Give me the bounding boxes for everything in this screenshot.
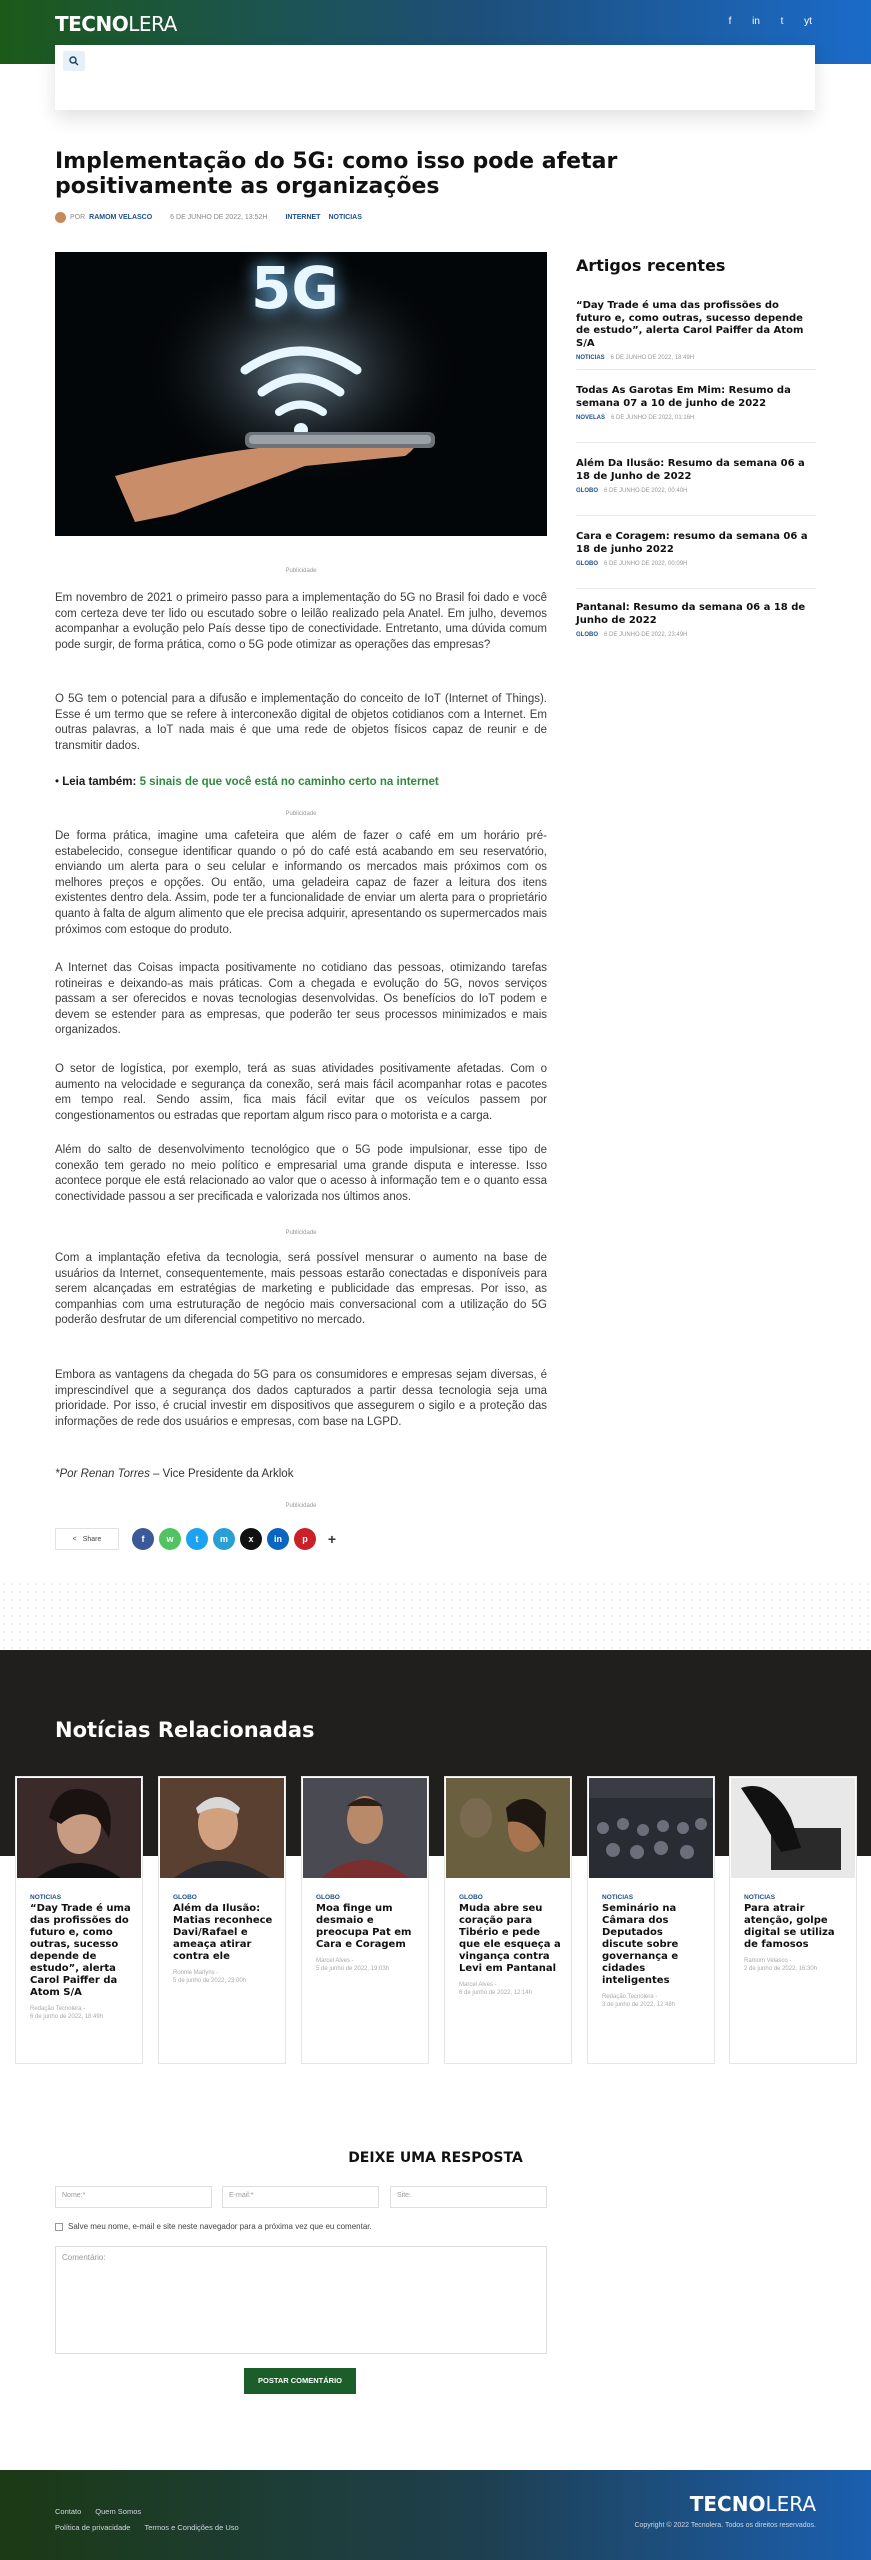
recent-article-cat[interactable]: NOTICIAS <box>576 355 605 361</box>
hero-5g-text: 5G <box>251 254 339 322</box>
recent-article-date: 6 DE JUNHO DE 2022, 01:16H <box>611 415 695 421</box>
recent-article[interactable] <box>576 458 816 494</box>
related-card-title[interactable]: “Day Trade é uma das profissões do futuro e, como outras, sucesso depende de estudo”, alerta Carol Paiffer da Atom S/A <box>30 1903 131 1998</box>
related-card-author <box>316 1957 420 1973</box>
meta-por: POR <box>70 213 86 221</box>
dotted-separator <box>0 1580 871 1650</box>
recent-article-title[interactable]: Pantanal: Resumo da semana 06 a 18 de Junho de 2022 <box>576 602 806 626</box>
signature-name: *Por Renan Torres <box>55 1468 150 1480</box>
x-share-icon[interactable]: x <box>240 1528 262 1550</box>
sidebar-title: Artigos recentes <box>576 256 726 275</box>
save-info-checkbox[interactable] <box>55 2223 63 2231</box>
related-card-image[interactable] <box>303 1778 427 1878</box>
related-card[interactable] <box>15 1776 143 2064</box>
related-card-title[interactable]: Seminário na Câmara dos Deputados discute sobre governança e cidades inteligentes <box>602 1903 679 1986</box>
ad-label: Publicidade <box>285 811 317 817</box>
related-card-image[interactable] <box>17 1778 141 1878</box>
linkedin-icon[interactable]: in <box>752 16 760 27</box>
recent-article-date: 6 DE JUNHO DE 2022, 00:40H <box>604 488 688 494</box>
category-internet[interactable]: INTERNET <box>285 213 321 221</box>
facebook-icon[interactable]: f <box>728 16 732 27</box>
card-date: 5 de junho de 2022, 19:03h <box>316 1966 390 1972</box>
related-card-category[interactable]: GLOBO <box>316 1894 340 1901</box>
related-card-image[interactable] <box>731 1778 855 1878</box>
article-paragraph: Em novembro de 2021 o primeiro passo para a implementação do 5G no Brasil foi dado e você com certeza deve ter lido ou escutado sobre o leilão realizado pela Anatel. Em julho, devemos acompanhar a evolução pelo País desse tipo de conectividade. Entretanto, uma dúvida comum pode surgir, de forma prática, como o 5G pode otimizar as operações das empresas? <box>55 592 547 651</box>
related-card-title-box <box>30 1903 134 2021</box>
messenger-share-icon[interactable]: m <box>213 1528 235 1550</box>
share-bar <box>55 1527 343 1551</box>
recent-article[interactable] <box>576 602 816 638</box>
ad-label: Publicidade <box>285 1503 317 1509</box>
card-author: Marcel Alves - <box>459 1982 497 1988</box>
recent-article[interactable] <box>576 531 816 567</box>
related-card[interactable] <box>158 1776 286 2064</box>
article-meta <box>55 210 362 224</box>
recent-article-meta <box>576 561 816 567</box>
related-card[interactable] <box>301 1776 429 2064</box>
recent-article-title[interactable]: Além Da Ilusão: Resumo da semana 06 a 18 de Junho de 2022 <box>576 458 805 482</box>
share-icon: < <box>72 1535 77 1543</box>
recent-article-cat[interactable]: GLOBO <box>576 632 598 638</box>
recent-article-date: 6 DE JUNHO DE 2022, 23:49H <box>604 632 688 638</box>
site-logo[interactable]: TECNOLERA <box>55 12 177 36</box>
email-field[interactable]: E-mail:* <box>222 2186 379 2208</box>
related-card-category[interactable]: NOTICIAS <box>602 1894 634 1901</box>
recent-article-date: 6 DE JUNHO DE 2022, 00:09H <box>604 561 688 567</box>
pinterest-share-icon[interactable]: p <box>294 1528 316 1550</box>
category-noticias[interactable]: NOTICIAS <box>328 213 362 221</box>
article-paragraph: O 5G tem o potencial para a difusão e implementação do conceito de IoT (Internet of Things). Esse é um termo que se refere à interconexão digital de objetos cotidianos com a Internet. Em outras palavras, a IoT nada mais é que uma rede de objetos físicos capaz de reunir e de transmitir dados. <box>55 693 547 752</box>
recent-article-meta <box>576 415 816 421</box>
search-icon[interactable] <box>63 51 85 71</box>
nav-search-bar <box>55 45 815 110</box>
facebook-share-icon[interactable]: f <box>132 1528 154 1550</box>
related-card[interactable] <box>444 1776 572 2064</box>
name-field[interactable]: Nome:* <box>55 2186 212 2208</box>
recent-article-title[interactable]: Cara e Coragem: resumo da semana 06 a 18 de junho 2022 <box>576 531 808 555</box>
footer-link-termos[interactable]: Termos e Condições de Uso <box>144 2523 239 2532</box>
save-info-checkbox-row <box>55 2222 372 2231</box>
article-paragraph: A Internet das Coisas impacta positivamente no cotidiano das pessoas, otimizando tarefas rotineiras e deixando-as mais práticas. Com a chegada e evolução do 5G, novos serviços passam a ser oferecidos e novas tecnologias desenvolvidas. Os benefícios do IoT podem e devem se estender para as empresas, que poderão ter seus processos minimizados e mais organizados. <box>55 962 547 1037</box>
site-field[interactable]: Site: <box>390 2186 547 2208</box>
card-date: 5 de junho de 2022, 23:00h <box>173 1978 247 1984</box>
related-card-title[interactable]: Para atrair atenção, golpe digital se utiliza de famosos <box>744 1903 835 1950</box>
related-card-title[interactable]: Muda abre seu coração para Tibério e pede que ele esqueça a vingança contra Levi em Pantanal <box>459 1903 561 1974</box>
related-card[interactable] <box>587 1776 715 2064</box>
recent-article-title[interactable]: Todas As Garotas Em Mim: Resumo da semana 07 a 10 de junho de 2022 <box>576 385 791 409</box>
footer-logo[interactable]: TECNOLERA <box>689 2492 816 2516</box>
share-label: Share <box>82 1535 102 1543</box>
article-paragraph: O setor de logística, por exemplo, terá as suas atividades positivamente afetadas. Com o aumento na velocidade e segurança da conexão, será mais fácil acompanhar rotas e pacotes em tempo real. Sendo assim, fica mais fácil evitar que os veículos passem por congestionamentos ou estradas que reportam algum risco para o motorista e a carga. <box>55 1063 547 1122</box>
related-card-author <box>602 1993 706 2009</box>
recent-article[interactable] <box>576 385 816 421</box>
recent-article-cat[interactable]: GLOBO <box>576 561 598 567</box>
card-date: 6 de junho de 2022, 18:49h <box>30 2014 104 2020</box>
divider <box>576 442 816 443</box>
related-card-image[interactable] <box>589 1778 713 1878</box>
article-paragraph: Com a implantação efetiva da tecnologia, será possível mensurar o aumento na base de usuários da Internet, consequentemente, mais pessoas estarão conectadas e disponíveis para serem alcançadas em estratégias de marketing e publicidade das empresas. Por isso, as companhias com uma estruturação de negócio mais conversacional com a utilização do 5G poderão desfrutar de um diferencial competitivo no mercado. <box>55 1252 547 1327</box>
footer-link-contato[interactable]: Contato <box>55 2507 82 2516</box>
recent-article[interactable] <box>576 300 816 361</box>
related-card-category[interactable]: NOTICIAS <box>744 1894 776 1901</box>
related-card-author <box>30 2005 134 2021</box>
related-card-author <box>744 1957 848 1973</box>
footer <box>0 2470 871 2560</box>
ad-label: Publicidade <box>285 568 317 574</box>
article-paragraph: De forma prática, imagine uma cafeteira que além de fazer o café em um horário pré-estabelecido, consegue identificar quando o pó do café está acabando em seu reservatório, enviando um alerta para o seu celular e informando os mercados mais próximos com os melhores preços e opções. Ou então, uma geladeira capaz de fazer a leitura dos itens existentes dentro dela. Assim, pode ter a funcionalidade de enviar um alerta para o proprietário quanto à falta de algum alimento que ele precisa adquirir, apresentando os supermercados mais próximos com estoque do produto. <box>55 830 547 936</box>
post-comment-button[interactable]: POSTAR COMENTÁRIO <box>244 2368 356 2394</box>
card-date: 2 de junho de 2022, 16:30h <box>744 1966 818 1972</box>
twitter-icon[interactable]: t <box>780 16 784 27</box>
article-date: 6 DE JUNHO DE 2022, 13:52H <box>170 213 268 221</box>
read-also: • Leia também: 5 sinais de que você está no caminho certo na internet <box>55 776 439 788</box>
article-paragraph: Além do salto de desenvolvimento tecnológico que o 5G pode impulsionar, esse tipo de conexão tem gerado no meio político e empresarial uma grande disputa e interesse. Isso acontece porque ele está relacionado ao valor que o acesso à informação tem e o quanto essa conectividade passou a ser precificada e valorizada nos últimos anos. <box>55 1144 547 1203</box>
save-info-label: Salve meu nome, e-mail e site neste navegador para a próxima vez que eu comentar. <box>68 2222 372 2231</box>
related-card-author <box>459 1981 563 1997</box>
recent-article-cat[interactable]: NOVELAS <box>576 415 606 421</box>
footer-link-privacidade[interactable]: Política de privacidade <box>55 2523 131 2532</box>
card-date: 6 de junho de 2022, 12:14h <box>459 1990 533 1996</box>
divider <box>576 369 816 370</box>
whatsapp-share-icon[interactable]: w <box>159 1528 181 1550</box>
recent-article-meta <box>576 488 816 494</box>
divider <box>576 588 816 589</box>
related-card-title-box <box>602 1903 706 2009</box>
recent-article-title[interactable]: “Day Trade é uma das profissões do futuro e, como outras, sucesso depende de estudo”, alerta Carol Paiffer da Atom S/A <box>576 300 804 349</box>
card-author: Ramom Velasco - <box>744 1958 792 1964</box>
article-paragraph: Embora as vantagens da chegada do 5G para os consumidores e empresas sejam diversas, é imprescindível que a segurança dos dados capturados a partir dessa tecnologia seja uma prioridade. Por isso, é crucial investir em dispositivos que assegurem o sigilo e a proteção das informações de rede dos usuários e empresas, com base na LGPD. <box>55 1369 547 1428</box>
author-link[interactable]: RAMOM VELASCO <box>89 213 153 221</box>
related-card-category[interactable]: GLOBO <box>459 1894 483 1901</box>
social-links <box>722 14 816 30</box>
signature <box>55 1468 293 1480</box>
related-card-category[interactable]: NOTICIAS <box>30 1894 62 1901</box>
avatar <box>55 212 66 223</box>
copyright: Copyright © 2022 Tecnolera. Todos os direitos reservados. <box>634 2522 816 2529</box>
recent-article-date: 6 DE JUNHO DE 2022, 18:49H <box>610 355 695 361</box>
signature-role: – Vice Presidente da Arklok <box>149 1468 294 1480</box>
card-date: 3 de junho de 2022, 12:48h <box>602 2002 676 2008</box>
reply-title: DEIXE UMA RESPOSTA <box>348 2150 523 2166</box>
page-title: Implementação do 5G: como isso pode afetar positivamente as organizações <box>55 149 618 199</box>
read-also-link[interactable]: 5 sinais de que você está no caminho certo na internet <box>139 776 439 788</box>
comment-textarea[interactable]: Comentário: <box>55 2246 547 2354</box>
related-card-image[interactable] <box>446 1778 570 1878</box>
related-card-image[interactable] <box>160 1778 284 1878</box>
recent-article-meta <box>576 632 816 638</box>
recent-article-cat[interactable]: GLOBO <box>576 488 598 494</box>
ad-label: Publicidade <box>285 1230 317 1236</box>
footer-links <box>55 2504 355 2536</box>
more-share-icon[interactable]: + <box>321 1528 343 1550</box>
hero-image <box>55 252 547 536</box>
card-author: Redação Tecnolera - <box>602 1994 658 2000</box>
card-author: Marcel Alves - <box>316 1958 354 1964</box>
related-title: Notícias Relacionadas <box>55 1718 315 1742</box>
read-also-label: Leia também: <box>62 776 137 788</box>
related-card-title-box <box>459 1903 563 1997</box>
share-button[interactable] <box>55 1528 119 1550</box>
recent-article-meta <box>576 355 816 361</box>
related-card-title-box <box>173 1903 277 1985</box>
divider <box>576 515 816 516</box>
footer-link-quem-somos[interactable]: Quem Somos <box>95 2507 142 2516</box>
related-card-category[interactable]: GLOBO <box>173 1894 197 1901</box>
linkedin-share-icon[interactable]: in <box>267 1528 289 1550</box>
related-card-title-box <box>744 1903 848 1973</box>
youtube-icon[interactable]: yt <box>804 16 812 27</box>
related-card-author <box>173 1969 277 1985</box>
related-card-title[interactable]: Moa finge um desmaio e preocupa Pat em Cara e Coragem <box>316 1903 412 1950</box>
twitter-share-icon[interactable]: t <box>186 1528 208 1550</box>
related-card-title[interactable]: Além da Ilusão: Matias reconhece Davi/Rafael e ameaça atirar contra ele <box>173 1903 273 1962</box>
card-author: Ronnie Marlyns - <box>173 1970 219 1976</box>
related-card[interactable] <box>729 1776 857 2064</box>
card-author: Redação Tecnolera - <box>30 2006 86 2012</box>
related-card-title-box <box>316 1903 420 1973</box>
